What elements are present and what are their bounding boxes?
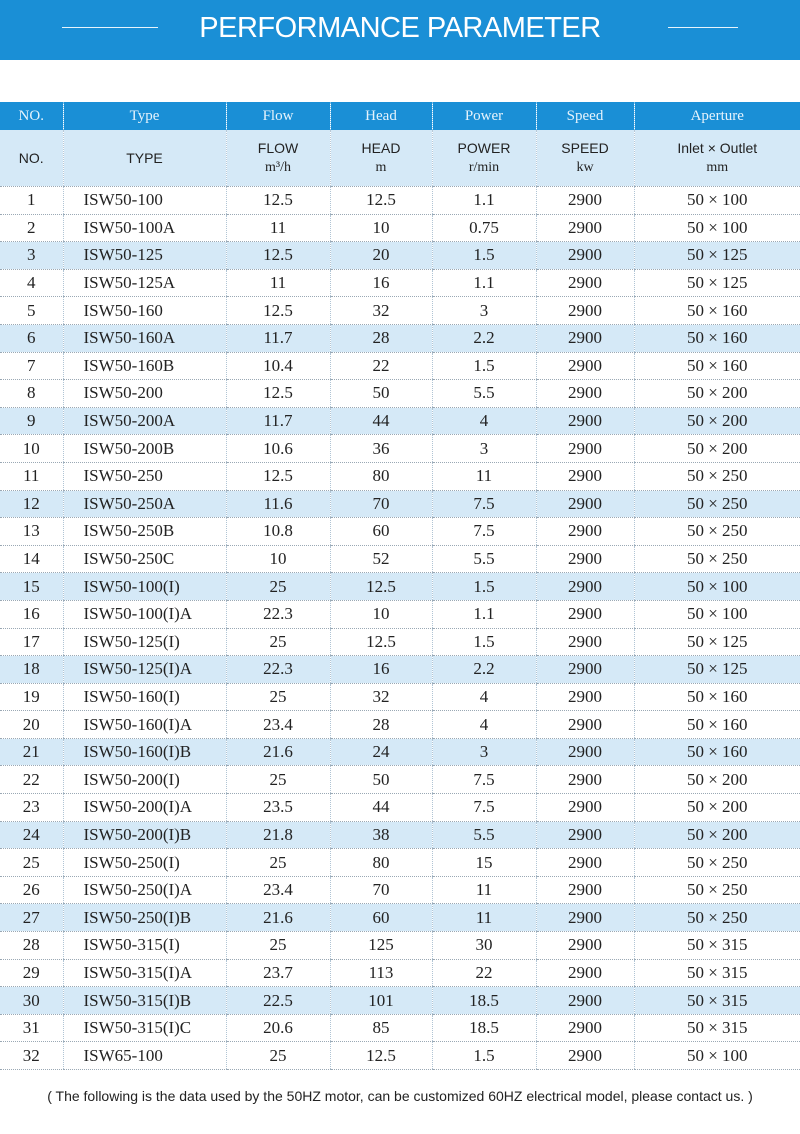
no-cell: 9 (0, 407, 63, 435)
head-cell: 16 (330, 269, 432, 297)
column-header: Head (330, 102, 432, 130)
power-cell: 1.5 (432, 573, 536, 601)
speed-cell: 2900 (536, 462, 634, 490)
power-cell: 3 (432, 435, 536, 463)
aperture-cell: 50 × 250 (634, 876, 800, 904)
subheader-label: Inlet × Outlet (677, 140, 758, 156)
aperture-cell: 50 × 125 (634, 628, 800, 656)
type-cell: ISW50-250A (63, 490, 226, 518)
power-cell: 11 (432, 904, 536, 932)
no-cell: 26 (0, 876, 63, 904)
aperture-cell: 50 × 315 (634, 959, 800, 987)
type-cell: ISW50-200(I)B (63, 821, 226, 849)
head-cell: 38 (330, 821, 432, 849)
subheader-label: POWER (457, 140, 511, 156)
power-cell: 3 (432, 738, 536, 766)
table-row (0, 959, 800, 987)
subheader-unit: m (375, 160, 387, 175)
speed-cell: 2900 (536, 297, 634, 325)
flow-cell: 11 (226, 214, 330, 242)
aperture-cell: 50 × 200 (634, 407, 800, 435)
table-row (0, 187, 800, 215)
subheader-label: FLOW (257, 140, 299, 156)
banner-divider-right (668, 27, 738, 28)
power-cell: 1.1 (432, 269, 536, 297)
table-row (0, 656, 800, 684)
speed-cell: 2900 (536, 269, 634, 297)
flow-cell: 21.6 (226, 904, 330, 932)
speed-cell: 2900 (536, 876, 634, 904)
power-cell: 1.1 (432, 187, 536, 215)
table-row (0, 573, 800, 601)
head-cell: 52 (330, 545, 432, 573)
table-row (0, 987, 800, 1015)
speed-cell: 2900 (536, 628, 634, 656)
power-cell: 4 (432, 407, 536, 435)
power-cell: 7.5 (432, 518, 536, 546)
power-cell: 5.5 (432, 821, 536, 849)
table-row (0, 821, 800, 849)
table-header-row (0, 102, 800, 130)
aperture-cell: 50 × 160 (634, 297, 800, 325)
subheader-unit: kw (576, 160, 594, 175)
subheader-label: HEAD (361, 140, 401, 156)
type-cell: ISW50-250(I)A (63, 876, 226, 904)
table-row (0, 407, 800, 435)
head-cell: 50 (330, 766, 432, 794)
type-cell: ISW50-125 (63, 242, 226, 270)
power-cell: 4 (432, 711, 536, 739)
power-cell: 5.5 (432, 545, 536, 573)
type-cell: ISW50-100(I) (63, 573, 226, 601)
table-row (0, 766, 800, 794)
table-row (0, 462, 800, 490)
column-header: NO. (0, 102, 63, 130)
flow-cell: 11 (226, 269, 330, 297)
aperture-cell: 50 × 100 (634, 573, 800, 601)
table-row (0, 1014, 800, 1042)
speed-cell: 2900 (536, 352, 634, 380)
power-cell: 1.5 (432, 242, 536, 270)
power-cell: 18.5 (432, 987, 536, 1015)
type-cell: ISW50-160(I)B (63, 738, 226, 766)
speed-cell: 2900 (536, 904, 634, 932)
power-cell: 2.2 (432, 656, 536, 684)
no-cell: 19 (0, 683, 63, 711)
type-cell: ISW50-125(I) (63, 628, 226, 656)
table-row (0, 600, 800, 628)
speed-cell: 2900 (536, 407, 634, 435)
table-row (0, 932, 800, 960)
column-header: Power (432, 102, 536, 130)
column-header: Speed (536, 102, 634, 130)
speed-cell: 2900 (536, 683, 634, 711)
speed-cell: 2900 (536, 711, 634, 739)
head-cell: 12.5 (330, 573, 432, 601)
table-row (0, 297, 800, 325)
aperture-cell: 50 × 200 (634, 435, 800, 463)
no-cell: 23 (0, 794, 63, 822)
no-cell: 8 (0, 380, 63, 408)
subheader-unit: mm (706, 160, 729, 175)
subheader-unit: r/min (468, 160, 500, 175)
subheader-cell (226, 130, 330, 187)
no-cell: 21 (0, 738, 63, 766)
no-cell: 28 (0, 932, 63, 960)
head-cell: 16 (330, 656, 432, 684)
footnote: ( The following is the data used by the 50HZ motor, can be customized 60HZ electrical model, please contact us. ) (47, 1088, 753, 1104)
power-cell: 2.2 (432, 324, 536, 352)
head-cell: 50 (330, 380, 432, 408)
subheader-cell (0, 130, 63, 187)
column-header: Aperture (634, 102, 800, 130)
flow-cell: 10.6 (226, 435, 330, 463)
no-cell: 18 (0, 656, 63, 684)
flow-cell: 25 (226, 1042, 330, 1070)
no-cell: 13 (0, 518, 63, 546)
power-cell: 7.5 (432, 794, 536, 822)
power-cell: 7.5 (432, 766, 536, 794)
head-cell: 101 (330, 987, 432, 1015)
head-cell: 60 (330, 518, 432, 546)
flow-cell: 12.5 (226, 462, 330, 490)
no-cell: 7 (0, 352, 63, 380)
aperture-cell: 50 × 100 (634, 214, 800, 242)
flow-cell: 10.4 (226, 352, 330, 380)
speed-cell: 2900 (536, 656, 634, 684)
flow-cell: 20.6 (226, 1014, 330, 1042)
speed-cell: 2900 (536, 1042, 634, 1070)
speed-cell: 2900 (536, 600, 634, 628)
no-cell: 24 (0, 821, 63, 849)
table-row (0, 876, 800, 904)
no-cell: 5 (0, 297, 63, 325)
no-cell: 31 (0, 1014, 63, 1042)
no-cell: 29 (0, 959, 63, 987)
aperture-cell: 50 × 100 (634, 1042, 800, 1070)
aperture-cell: 50 × 160 (634, 683, 800, 711)
speed-cell: 2900 (536, 794, 634, 822)
power-cell: 18.5 (432, 1014, 536, 1042)
table-row (0, 794, 800, 822)
no-cell: 17 (0, 628, 63, 656)
speed-cell: 2900 (536, 214, 634, 242)
speed-cell: 2900 (536, 738, 634, 766)
power-cell: 1.1 (432, 600, 536, 628)
subheader-cell (432, 130, 536, 187)
type-cell: ISW50-100A (63, 214, 226, 242)
subheader-cell (330, 130, 432, 187)
type-cell: ISW50-250B (63, 518, 226, 546)
aperture-cell: 50 × 250 (634, 904, 800, 932)
power-cell: 1.5 (432, 1042, 536, 1070)
no-cell: 15 (0, 573, 63, 601)
aperture-cell: 50 × 100 (634, 187, 800, 215)
power-cell: 30 (432, 932, 536, 960)
aperture-cell: 50 × 250 (634, 518, 800, 546)
flow-cell: 12.5 (226, 380, 330, 408)
table-row (0, 904, 800, 932)
subheader-cell (63, 130, 226, 187)
head-cell: 32 (330, 297, 432, 325)
power-cell: 0.75 (432, 214, 536, 242)
type-cell: ISW50-200A (63, 407, 226, 435)
table-row (0, 545, 800, 573)
table-row (0, 490, 800, 518)
aperture-cell: 50 × 160 (634, 711, 800, 739)
flow-cell: 25 (226, 683, 330, 711)
type-cell: ISW65-100 (63, 1042, 226, 1070)
head-cell: 80 (330, 462, 432, 490)
no-cell: 16 (0, 600, 63, 628)
aperture-cell: 50 × 200 (634, 380, 800, 408)
no-cell: 22 (0, 766, 63, 794)
head-cell: 80 (330, 849, 432, 877)
aperture-cell: 50 × 200 (634, 766, 800, 794)
flow-cell: 22.3 (226, 656, 330, 684)
table-row (0, 435, 800, 463)
head-cell: 28 (330, 324, 432, 352)
speed-cell: 2900 (536, 821, 634, 849)
power-cell: 1.5 (432, 352, 536, 380)
aperture-cell: 50 × 315 (634, 1014, 800, 1042)
table-row (0, 518, 800, 546)
aperture-cell: 50 × 315 (634, 932, 800, 960)
table-row (0, 849, 800, 877)
no-cell: 11 (0, 462, 63, 490)
aperture-cell: 50 × 200 (634, 821, 800, 849)
column-header: Flow (226, 102, 330, 130)
power-cell: 5.5 (432, 380, 536, 408)
type-cell: ISW50-250(I)B (63, 904, 226, 932)
type-cell: ISW50-100 (63, 187, 226, 215)
flow-cell: 25 (226, 849, 330, 877)
type-cell: ISW50-125(I)A (63, 656, 226, 684)
speed-cell: 2900 (536, 1014, 634, 1042)
aperture-cell: 50 × 250 (634, 490, 800, 518)
aperture-cell: 50 × 125 (634, 242, 800, 270)
aperture-cell: 50 × 160 (634, 352, 800, 380)
flow-cell: 12.5 (226, 187, 330, 215)
flow-cell: 12.5 (226, 242, 330, 270)
no-cell: 10 (0, 435, 63, 463)
aperture-cell: 50 × 250 (634, 462, 800, 490)
speed-cell: 2900 (536, 518, 634, 546)
speed-cell: 2900 (536, 766, 634, 794)
type-cell: ISW50-250(I) (63, 849, 226, 877)
flow-cell: 23.5 (226, 794, 330, 822)
flow-cell: 11.6 (226, 490, 330, 518)
table-row (0, 1042, 800, 1070)
speed-cell: 2900 (536, 849, 634, 877)
no-cell: 4 (0, 269, 63, 297)
subheader-cell (536, 130, 634, 187)
aperture-cell: 50 × 160 (634, 324, 800, 352)
flow-cell: 25 (226, 766, 330, 794)
no-cell: 1 (0, 187, 63, 215)
flow-cell: 23.4 (226, 711, 330, 739)
type-cell: ISW50-160A (63, 324, 226, 352)
speed-cell: 2900 (536, 987, 634, 1015)
no-cell: 12 (0, 490, 63, 518)
head-cell: 85 (330, 1014, 432, 1042)
flow-cell: 23.7 (226, 959, 330, 987)
flow-cell: 22.3 (226, 600, 330, 628)
aperture-cell: 50 × 100 (634, 600, 800, 628)
head-cell: 125 (330, 932, 432, 960)
aperture-cell: 50 × 250 (634, 545, 800, 573)
subheader-label: SPEED (561, 140, 609, 156)
type-cell: ISW50-160B (63, 352, 226, 380)
aperture-cell: 50 × 125 (634, 269, 800, 297)
speed-cell: 2900 (536, 545, 634, 573)
table-row (0, 683, 800, 711)
head-cell: 12.5 (330, 628, 432, 656)
header-banner (0, 0, 800, 60)
type-cell: ISW50-100(I)A (63, 600, 226, 628)
table-row (0, 738, 800, 766)
type-cell: ISW50-200(I)A (63, 794, 226, 822)
no-cell: 27 (0, 904, 63, 932)
power-cell: 11 (432, 876, 536, 904)
speed-cell: 2900 (536, 380, 634, 408)
aperture-cell: 50 × 125 (634, 656, 800, 684)
no-cell: 25 (0, 849, 63, 877)
power-cell: 11 (432, 462, 536, 490)
speed-cell: 2900 (536, 573, 634, 601)
power-cell: 22 (432, 959, 536, 987)
head-cell: 12.5 (330, 187, 432, 215)
subheader-unit: m³/h (265, 160, 291, 175)
head-cell: 44 (330, 407, 432, 435)
head-cell: 44 (330, 794, 432, 822)
aperture-cell: 50 × 250 (634, 849, 800, 877)
flow-cell: 11.7 (226, 324, 330, 352)
table-row (0, 324, 800, 352)
aperture-cell: 50 × 200 (634, 794, 800, 822)
head-cell: 24 (330, 738, 432, 766)
speed-cell: 2900 (536, 324, 634, 352)
no-cell: 6 (0, 324, 63, 352)
type-cell: ISW50-315(I) (63, 932, 226, 960)
subheader-label: TYPE (126, 150, 163, 166)
type-cell: ISW50-200B (63, 435, 226, 463)
head-cell: 32 (330, 683, 432, 711)
no-cell: 32 (0, 1042, 63, 1070)
flow-cell: 10 (226, 545, 330, 573)
type-cell: ISW50-125A (63, 269, 226, 297)
head-cell: 113 (330, 959, 432, 987)
speed-cell: 2900 (536, 435, 634, 463)
type-cell: ISW50-250C (63, 545, 226, 573)
type-cell: ISW50-315(I)C (63, 1014, 226, 1042)
table-row (0, 269, 800, 297)
column-header: Type (63, 102, 226, 130)
page-title: PERFORMANCE PARAMETER (199, 12, 601, 44)
type-cell: ISW50-315(I)A (63, 959, 226, 987)
head-cell: 22 (330, 352, 432, 380)
head-cell: 12.5 (330, 1042, 432, 1070)
flow-cell: 21.8 (226, 821, 330, 849)
flow-cell: 12.5 (226, 297, 330, 325)
no-cell: 3 (0, 242, 63, 270)
head-cell: 36 (330, 435, 432, 463)
table-row (0, 214, 800, 242)
type-cell: ISW50-160(I)A (63, 711, 226, 739)
flow-cell: 10.8 (226, 518, 330, 546)
speed-cell: 2900 (536, 932, 634, 960)
head-cell: 20 (330, 242, 432, 270)
no-cell: 20 (0, 711, 63, 739)
subheader-cell (634, 130, 800, 187)
power-cell: 4 (432, 683, 536, 711)
head-cell: 60 (330, 904, 432, 932)
table-row (0, 711, 800, 739)
head-cell: 70 (330, 490, 432, 518)
aperture-cell: 50 × 315 (634, 987, 800, 1015)
flow-cell: 23.4 (226, 876, 330, 904)
table-row (0, 352, 800, 380)
speed-cell: 2900 (536, 187, 634, 215)
no-cell: 30 (0, 987, 63, 1015)
power-cell: 3 (432, 297, 536, 325)
performance-table (0, 102, 800, 1070)
flow-cell: 22.5 (226, 987, 330, 1015)
power-cell: 15 (432, 849, 536, 877)
table-row (0, 628, 800, 656)
table-row (0, 242, 800, 270)
speed-cell: 2900 (536, 242, 634, 270)
no-cell: 2 (0, 214, 63, 242)
flow-cell: 25 (226, 628, 330, 656)
aperture-cell: 50 × 160 (634, 738, 800, 766)
head-cell: 10 (330, 214, 432, 242)
no-cell: 14 (0, 545, 63, 573)
flow-cell: 21.6 (226, 738, 330, 766)
power-cell: 7.5 (432, 490, 536, 518)
subheader-label: NO. (18, 150, 44, 166)
table-subheader-row (0, 130, 800, 187)
power-cell: 1.5 (432, 628, 536, 656)
type-cell: ISW50-160(I) (63, 683, 226, 711)
flow-cell: 25 (226, 573, 330, 601)
type-cell: ISW50-315(I)B (63, 987, 226, 1015)
table-row (0, 380, 800, 408)
head-cell: 28 (330, 711, 432, 739)
head-cell: 10 (330, 600, 432, 628)
type-cell: ISW50-200(I) (63, 766, 226, 794)
speed-cell: 2900 (536, 959, 634, 987)
type-cell: ISW50-250 (63, 462, 226, 490)
head-cell: 70 (330, 876, 432, 904)
type-cell: ISW50-160 (63, 297, 226, 325)
flow-cell: 11.7 (226, 407, 330, 435)
speed-cell: 2900 (536, 490, 634, 518)
type-cell: ISW50-200 (63, 380, 226, 408)
flow-cell: 25 (226, 932, 330, 960)
